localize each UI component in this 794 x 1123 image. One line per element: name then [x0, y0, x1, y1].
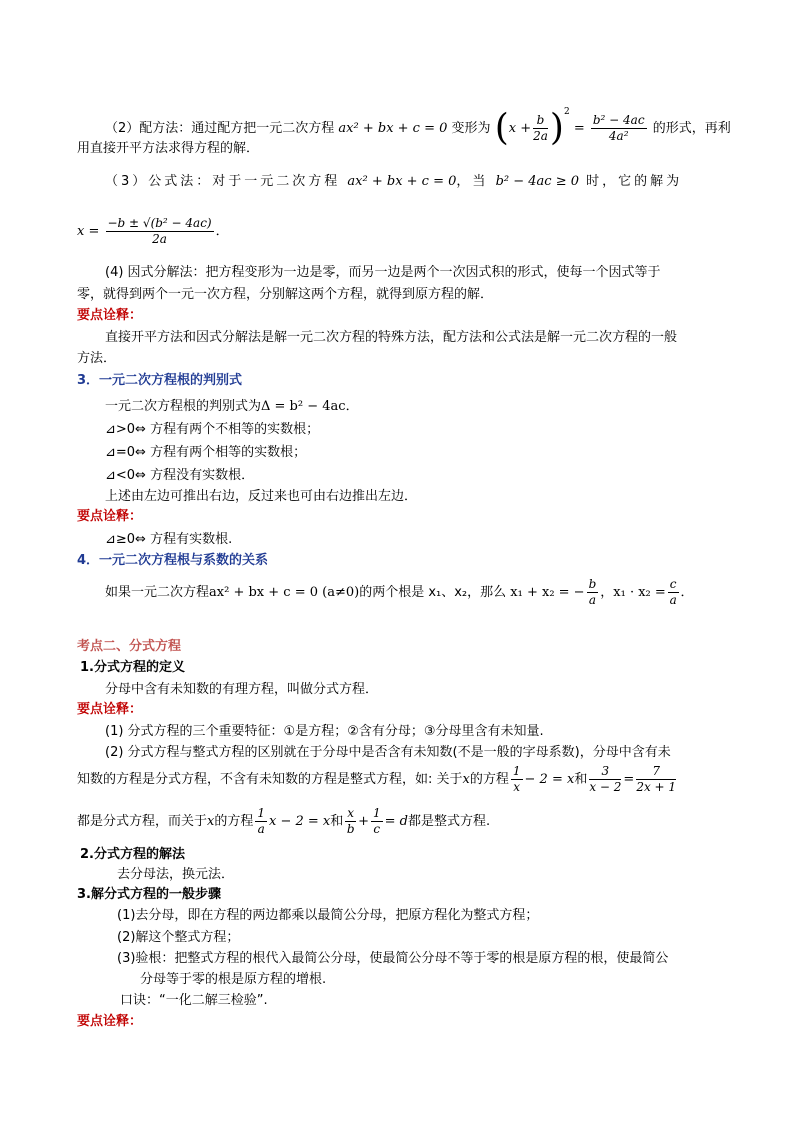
plus-sign: + — [358, 814, 369, 829]
diff-l3-b: 的方程 — [214, 814, 254, 829]
frac-1-a: $\frac{1}{a}$ — [257, 806, 266, 836]
vieta-prod-lhs: x₁ · x₂ = — [613, 585, 666, 600]
vieta-end: ． — [680, 585, 694, 600]
frac-1-x: $\frac{1}{x}$ — [512, 764, 521, 794]
solve-method-title: 2.分式方程的解法 — [80, 847, 185, 862]
frac-eq-diff-line3 — [77, 804, 490, 840]
square-exp: 2 — [563, 107, 570, 117]
method2-inner-x: x + — [508, 121, 532, 136]
vieta-sum-frac: $\frac{b}{a}$ — [588, 577, 597, 607]
key-note-2-line: ⊿≥0⇔ 方程有实数根. — [105, 532, 233, 547]
steps-title: 3.解分式方程的一般步骤 — [77, 887, 221, 902]
frac-7: $\frac{7}{2x + 1}$ — [636, 764, 677, 794]
method3-tail: 时，它的解为 — [586, 174, 683, 189]
discriminant-end: ． — [345, 399, 359, 414]
method3-label: （3）公式法：对于一元二次方程 — [105, 174, 341, 189]
diff-l2-x: x — [462, 772, 470, 787]
method3-cond: b² − 4ac ≥ 0 — [495, 174, 579, 189]
step-2: (2)解这个整式方程； — [117, 930, 240, 945]
diff-l2-b: 的方程 — [469, 772, 509, 787]
key-note-1-line1: 直接开平方法和因式分解法是解一元二次方程的特殊方法，配方法和公式法是解一元二次方程的一般 — [105, 330, 678, 345]
eq4-rest: = d — [384, 814, 408, 829]
frac-eq-diff-line1: (2) 分式方程与整式方程的区别就在于分母中是否含有未知数(不是一般的字母系数)，分母中含有未 — [105, 745, 671, 760]
key-note-title-1: 要点诠释： — [77, 308, 143, 323]
method3-eq: ax² + bx + c = 0 — [347, 174, 457, 189]
method2-tail: 的形式，再利 — [652, 121, 731, 136]
frac-3: $\frac{3}{x - 2}$ — [589, 764, 622, 794]
diff-l3-a: 都是分式方程，而关于 — [77, 814, 208, 829]
vieta-comma: ， — [600, 585, 614, 600]
frac-b-2a: $\frac{b}{2a}$ — [533, 113, 548, 143]
frac-eq-def-line: 分母中含有未知数的有理方程，叫做分式方程． — [105, 682, 379, 697]
vieta-line — [105, 576, 694, 610]
mnemonic: 口诀：“一化二解三检验”. — [120, 993, 268, 1008]
key-note-title-3: 要点诠释： — [77, 702, 143, 717]
method2-eq-sign: = — [573, 121, 585, 136]
frac-eq-features: (1) 分式方程的三个重要特征：①是方程；②含有分母；③分母里含有未知量. — [105, 724, 544, 739]
method3-formula — [77, 214, 229, 250]
key-note-title-4: 要点诠释： — [77, 1014, 143, 1029]
method2-label: （2）配方法：通过配方把一元二次方程 — [105, 121, 335, 136]
right-paren: ) — [549, 107, 564, 149]
eq1-rest: − 2 = x — [524, 772, 575, 787]
discriminant-note: 上述由左边可推出右边，反过来也可由右边推出左边． — [105, 489, 418, 504]
diff-l3-x: x — [207, 814, 215, 829]
vieta-prod-frac: $\frac{c}{a}$ — [669, 577, 677, 607]
discriminant-eq: Δ = b² − 4ac — [261, 399, 346, 414]
frac-eq-diff-line2 — [77, 762, 678, 798]
frac-1-c: $\frac{1}{c}$ — [372, 806, 381, 836]
eq2-sign: = — [623, 772, 635, 787]
key-note-title-2: 要点诠释： — [77, 509, 143, 524]
section4-title: 4．一元二次方程根与系数的关系 — [77, 553, 269, 568]
eq3-rest: x − 2 = x — [269, 814, 331, 829]
step-3-line1: (3)验根：把整式方程的根代入最简公分母，使最简公分母不等于零的根是原方程的根，使最简公 — [117, 951, 669, 966]
method4-line2: 零，就得到两个一元一次方程，分别解这两个方程，就得到原方程的解． — [77, 287, 494, 302]
method2-mid: 变形为 — [451, 121, 491, 136]
method3-line1 — [105, 173, 682, 191]
left-paren: ( — [494, 107, 509, 149]
kaodian2-title: 考点二、分式方程 — [77, 639, 182, 654]
formula-end: ． — [215, 224, 229, 239]
discriminant-text: 一元二次方程根的判别式为 — [105, 399, 262, 414]
method4-line1: (4) 因式分解法：把方程变形为一边是零，而另一边是两个一次因式积的形式，使每一个因式等于 — [105, 265, 661, 280]
quadratic-formula: $\frac{\text{−b ± √(b² − 4ac)}}{2a}$ — [107, 216, 212, 246]
key-note-1-line2: 方法． — [77, 351, 117, 366]
frac-x-b: $\frac{x}{b}$ — [346, 806, 355, 836]
frac-rhs: $\frac{\text{b² − 4ac}}{\text{4a²}}$ — [592, 113, 645, 143]
solve-method-line: 去分母法，换元法． — [117, 867, 235, 882]
method3-when: ，当 — [456, 174, 489, 189]
step-1: (1)去分母，即在方程的两边都乘以最简公分母，把原方程化为整式方程； — [117, 908, 539, 923]
method2-line2: 用直接开平方法求得方程的解． — [77, 141, 260, 156]
and-2: 和 — [330, 814, 344, 829]
vieta-mid: 的两个根是 x₁、x₂，那么 — [359, 585, 507, 600]
vieta-eq: ax² + bx + c = 0 (a≠0) — [209, 585, 360, 600]
frac-eq-def-title: 1.分式方程的定义 — [80, 660, 185, 675]
discriminant-def — [105, 398, 359, 416]
formula-x-eq: x = — [77, 224, 100, 239]
diff-l2-a: 知数的方程是分式方程，不含有未知数的方程是整式方程，如: 关于 — [77, 772, 463, 787]
and-1: 和 — [574, 772, 588, 787]
discriminant-negative: ⊿<0⇔ 方程没有实数根． — [105, 468, 255, 483]
vieta-pre: 如果一元二次方程 — [105, 585, 210, 600]
discriminant-zero: ⊿=0⇔ 方程有两个相等的实数根； — [105, 445, 307, 460]
diff-l3-c: 都是整式方程. — [407, 814, 491, 829]
method2-eq: ax² + bx + c = 0 — [338, 121, 448, 136]
discriminant-positive: ⊿>0⇔ 方程有两个不相等的实数根； — [105, 422, 320, 437]
step-3-line2: 分母等于零的根是原方程的增根. — [140, 972, 327, 987]
section3-title: 3．一元二次方程根的判别式 — [77, 373, 243, 388]
vieta-sum-lhs: x₁ + x₂ = − — [510, 585, 585, 600]
